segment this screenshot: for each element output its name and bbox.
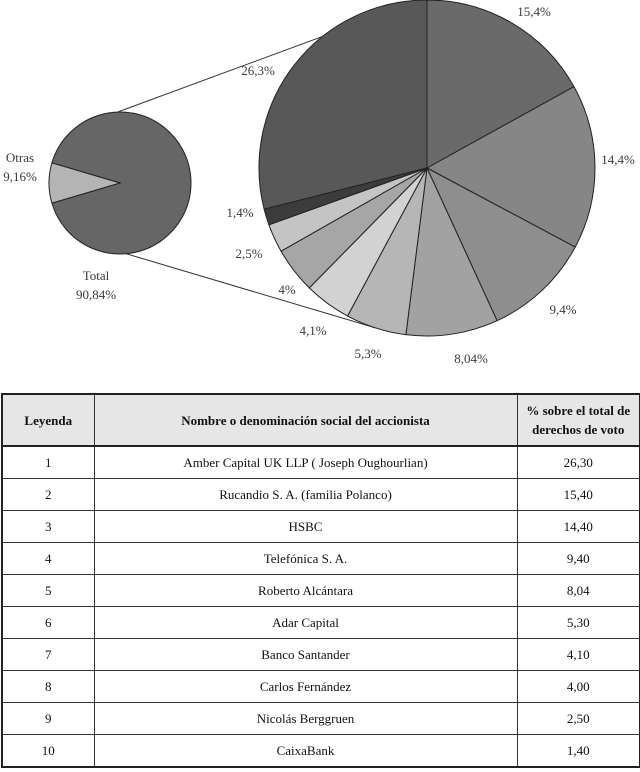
cell-leyenda: 10 [2,735,94,768]
cell-leyenda: 5 [2,575,94,607]
cell-pct: 8,04 [517,575,640,607]
pie-label-5: 8,04% [454,351,488,366]
pie-label-7: 4,1% [299,323,327,338]
pie-label-8: 4% [278,282,296,297]
header-leyenda: Leyenda [2,394,94,446]
cell-pct: 4,00 [517,671,640,703]
pie-label-3: 14,4% [601,152,635,167]
cell-pct: 26,30 [517,446,640,479]
pie-label-6: 5,3% [354,346,382,361]
pie-label-4: 9,4% [549,302,577,317]
otras-label: Otras [5,150,35,165]
table-row [2,511,640,543]
otras-value-label: 9,16% [3,169,37,184]
table-row [2,639,640,671]
header-pct [517,394,640,446]
cell-nombre: Carlos Fernández [94,671,517,703]
header-nombre: Nombre o denominación social del accionista [94,394,517,446]
cell-pct: 2,50 [517,703,640,735]
cell-leyenda: 8 [2,671,94,703]
header-pct-line2: derechos de voto [532,422,625,437]
shareholders-table [1,393,640,768]
cell-nombre: Adar Capital [94,607,517,639]
table-row [2,479,640,511]
table-row [2,543,640,575]
cell-leyenda: 7 [2,639,94,671]
table-row [2,703,640,735]
cell-pct: 9,40 [517,543,640,575]
table-row [2,671,640,703]
cell-leyenda: 1 [2,446,94,479]
cell-pct: 4,10 [517,639,640,671]
shareholders-table-container [1,393,639,768]
table-header-row [2,394,640,446]
pie-label-10: 1,4% [226,205,254,220]
table-row [2,735,640,768]
cell-leyenda: 3 [2,511,94,543]
table-row [2,607,640,639]
total-value-label: 90,84% [75,287,117,302]
cell-leyenda: 9 [2,703,94,735]
table-body [2,446,640,767]
cell-pct: 1,40 [517,735,640,768]
cell-nombre: Telefónica S. A. [94,543,517,575]
cell-nombre: Amber Capital UK LLP ( Joseph Oughourlian) [94,446,517,479]
cell-pct: 15,40 [517,479,640,511]
pie-label-1: 26,3% [241,63,275,78]
header-pct-line1: % sobre el total de [526,403,631,418]
cell-leyenda: 4 [2,543,94,575]
cell-nombre: HSBC [94,511,517,543]
cell-nombre: Banco Santander [94,639,517,671]
table-row [2,446,640,479]
cell-nombre: Roberto Alcántara [94,575,517,607]
cell-leyenda: 2 [2,479,94,511]
pie-chart-svg [0,0,640,380]
cell-nombre: CaixaBank [94,735,517,768]
pie-label-2: 15,4% [517,4,551,19]
table-row [2,575,640,607]
cell-leyenda: 6 [2,607,94,639]
cell-pct: 14,40 [517,511,640,543]
total-label: Total [82,268,110,283]
cell-pct: 5,30 [517,607,640,639]
cell-nombre: Rucandio S. A. (familia Polanco) [94,479,517,511]
pie-label-9: 2,5% [235,246,263,261]
cell-nombre: Nicolás Berggruen [94,703,517,735]
pie-of-pie-chart [0,0,640,380]
